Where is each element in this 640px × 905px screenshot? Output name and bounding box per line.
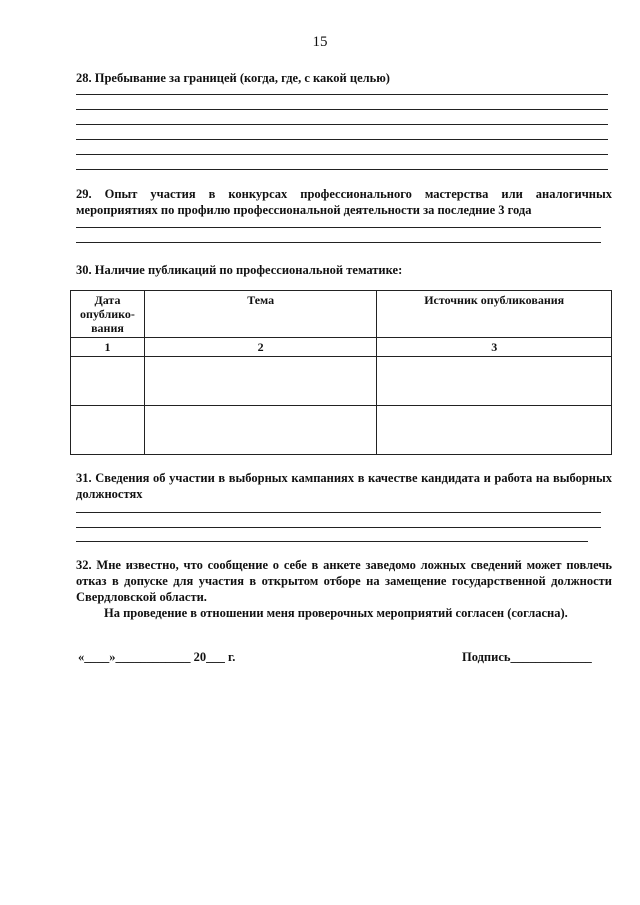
answer-line[interactable]	[76, 512, 601, 513]
column-number: 1	[71, 338, 145, 357]
answer-line[interactable]	[76, 94, 608, 95]
table-cell[interactable]	[71, 357, 145, 406]
page-number: 15	[312, 34, 328, 50]
header-source: Источник опубликования	[377, 291, 612, 338]
answer-line[interactable]	[76, 169, 608, 170]
column-number: 3	[377, 338, 612, 357]
header-topic: Тема	[144, 291, 376, 338]
table-cell[interactable]	[377, 357, 612, 406]
header-date: Дата опублико-вания	[71, 291, 145, 338]
table-cell[interactable]	[71, 406, 145, 455]
answer-line[interactable]	[76, 527, 601, 528]
question-28-title: 28. Пребывание за границей (когда, где, с какой целью)	[76, 71, 390, 85]
answer-line[interactable]	[76, 139, 608, 140]
date-field[interactable]: «____»____________ 20___ г.	[78, 650, 236, 664]
question-31-title: 31. Сведения об участии в выборных кампаниях в качестве кандидата и работа на выборных должностях	[76, 471, 612, 501]
table-row	[71, 406, 612, 455]
column-number: 2	[144, 338, 376, 357]
answer-line[interactable]	[76, 541, 588, 542]
table-cell[interactable]	[144, 357, 376, 406]
question-30-title: 30. Наличие публикаций по профессиональной тематике:	[76, 263, 403, 277]
table-header-row	[71, 291, 612, 338]
answer-line[interactable]	[76, 124, 608, 125]
answer-line[interactable]	[76, 242, 601, 243]
publications-table	[70, 290, 612, 455]
answer-line[interactable]	[76, 154, 608, 155]
question-32-statement: 32. Мне известно, что сообщение о себе в анкете заведомо ложных сведений может повлечь отказ в допуске для участия в открытом отборе на замещение государственной должности Свердловской области.	[76, 558, 612, 604]
question-32-text	[76, 557, 612, 621]
table-cell[interactable]	[144, 406, 376, 455]
table-row	[71, 357, 612, 406]
question-29-title: 29. Опыт участия в конкурсах профессионального мастерства или аналогичных мероприятиях по профилю профессиональной деятельности за последние 3 года	[76, 187, 612, 217]
column-number-row	[71, 338, 612, 357]
answer-line[interactable]	[76, 109, 608, 110]
consent-statement: На проведение в отношении меня проверочных мероприятий согласен (согласна).	[104, 606, 568, 620]
table-cell[interactable]	[377, 406, 612, 455]
answer-line[interactable]	[76, 227, 601, 228]
signature-field[interactable]: Подпись_____________	[462, 650, 592, 664]
